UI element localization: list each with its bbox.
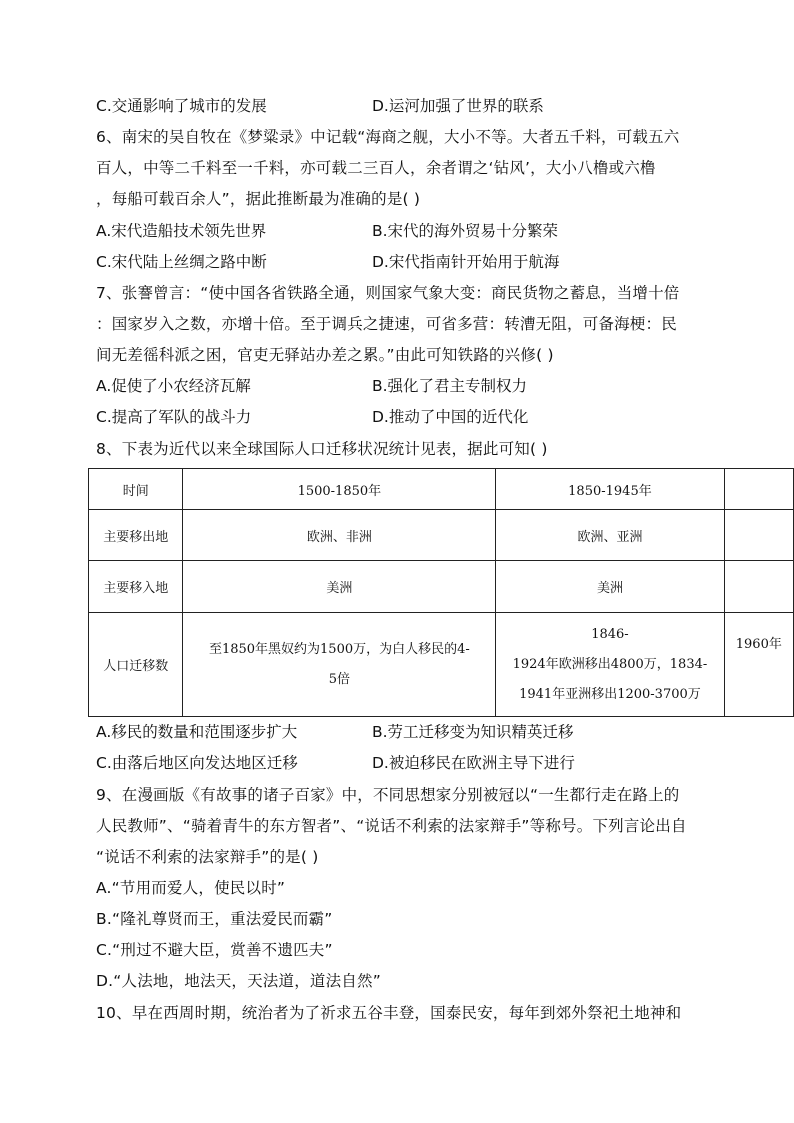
table-cell: 美洲 (183, 561, 496, 613)
cell-line: 1846- (591, 626, 629, 642)
q6-option-a: A.宋代造船技术领先世界 (96, 222, 267, 240)
q9-stem-line-2: 人民教师”、“骑着青牛的东方智者”、“说话不利索的法家辩手”等称号。下列言论出自 (96, 817, 687, 835)
table-cell (724, 561, 793, 613)
table-row (89, 613, 794, 717)
table-cell (496, 613, 724, 717)
table-cell: 1960年 (724, 613, 793, 717)
table-row (89, 561, 794, 613)
q9-option-c: C.“刑过不避大臣，赏善不遗匹夫” (96, 941, 333, 959)
table-cell: 欧洲、亚洲 (496, 510, 724, 561)
q9-stem-line-1: 9、在漫画版《有故事的诸子百家》中，不同思想家分别被冠以“一生都行走在路上的 (96, 786, 680, 804)
q9-option-b: B.“隆礼尊贤而王，重法爱民而霸” (96, 910, 333, 928)
q8-option-a: A.移民的数量和范围逐步扩大 (96, 723, 298, 741)
table-cell: 时间 (89, 469, 183, 510)
q6-stem-line-2: 百人，中等二千料至一千料，亦可载二三百人，余者谓之‘钻风’，大小八橹或六橹 (96, 159, 656, 177)
q6-option-c: C.宋代陆上丝绸之路中断 (96, 253, 267, 271)
q7-option-c: C.提高了军队的战斗力 (96, 408, 252, 426)
q9-option-a: A.“节用而爱人，使民以时” (96, 879, 286, 897)
table-cell (724, 469, 793, 510)
q5-option-c: C.交通影响了城市的发展 (96, 97, 267, 115)
q8-option-d: D.被迫移民在欧洲主导下进行 (372, 754, 575, 772)
cell-line: 至1850年黑奴约为1500万，为白人移民的4- (208, 641, 470, 657)
table-cell (183, 613, 496, 717)
q10-stem-line-1: 10、早在西周时期，统治者为了祈求五谷丰登，国泰民安，每年到郊外祭祀土地神和 (96, 1004, 682, 1022)
table-cell: 1500-1850年 (183, 469, 496, 510)
q7-stem-line-3: 间无差徭科派之困，官吏无驿站办差之累。”由此可知铁路的兴修( ) (96, 346, 554, 364)
cell-line: 5倍 (328, 671, 350, 687)
q8-option-b: B.劳工迁移变为知识精英迁移 (372, 723, 574, 741)
table-cell (724, 510, 793, 561)
q7-stem-line-2: ：国家岁入之数，亦增十倍。至于调兵之捷速，可省多营：转漕无阻，可备海梗：民 (96, 315, 677, 333)
q6-option-b: B.宋代的海外贸易十分繁荣 (372, 222, 559, 240)
table-cell: 主要移出地 (89, 510, 183, 561)
q7-option-d: D.推动了中国的近代化 (372, 408, 529, 426)
q7-option-a: A.促使了小农经济瓦解 (96, 377, 251, 395)
table-cell: 美洲 (496, 561, 724, 613)
cell-line: 1941年亚洲移出1200-3700万 (519, 686, 701, 702)
q6-stem-line-1: 6、南宋的吴自牧在《梦粱录》中记载“海商之舰，大小不等。大者五千料，可载五六 (96, 128, 680, 146)
q8-option-c: C.由落后地区向发达地区迁移 (96, 754, 298, 772)
table-cell: 人口迁移数 (89, 613, 183, 717)
q6-option-d: D.宋代指南针开始用于航海 (372, 253, 560, 271)
q8-stem: 8、下表为近代以来全球国际人口迁移状况统计见表，据此可知( ) (96, 440, 548, 458)
table-cell: 欧洲、非洲 (183, 510, 496, 561)
table-row (89, 510, 794, 561)
migration-table (88, 468, 794, 717)
q9-stem-line-3: “说话不利索的法家辩手”的是( ) (96, 848, 319, 866)
q5-option-d: D.运河加强了世界的联系 (372, 97, 544, 115)
q9-option-d: D.“人法地，地法天，天法道，道法自然” (96, 972, 381, 990)
table-row (89, 469, 794, 510)
table-cell: 1850-1945年 (496, 469, 724, 510)
table-cell: 主要移入地 (89, 561, 183, 613)
q6-stem-line-3: ，每船可载百余人”，据此推断最为准确的是( ) (96, 190, 421, 208)
q7-option-b: B.强化了君主专制权力 (372, 377, 528, 395)
cell-line: 1924年欧洲移出4800万，1834- (512, 656, 708, 672)
q7-stem-line-1: 7、张謇曾言：“使中国各省铁路全通，则国家气象大变：商民货物之蓄息，当增十倍 (96, 284, 680, 302)
